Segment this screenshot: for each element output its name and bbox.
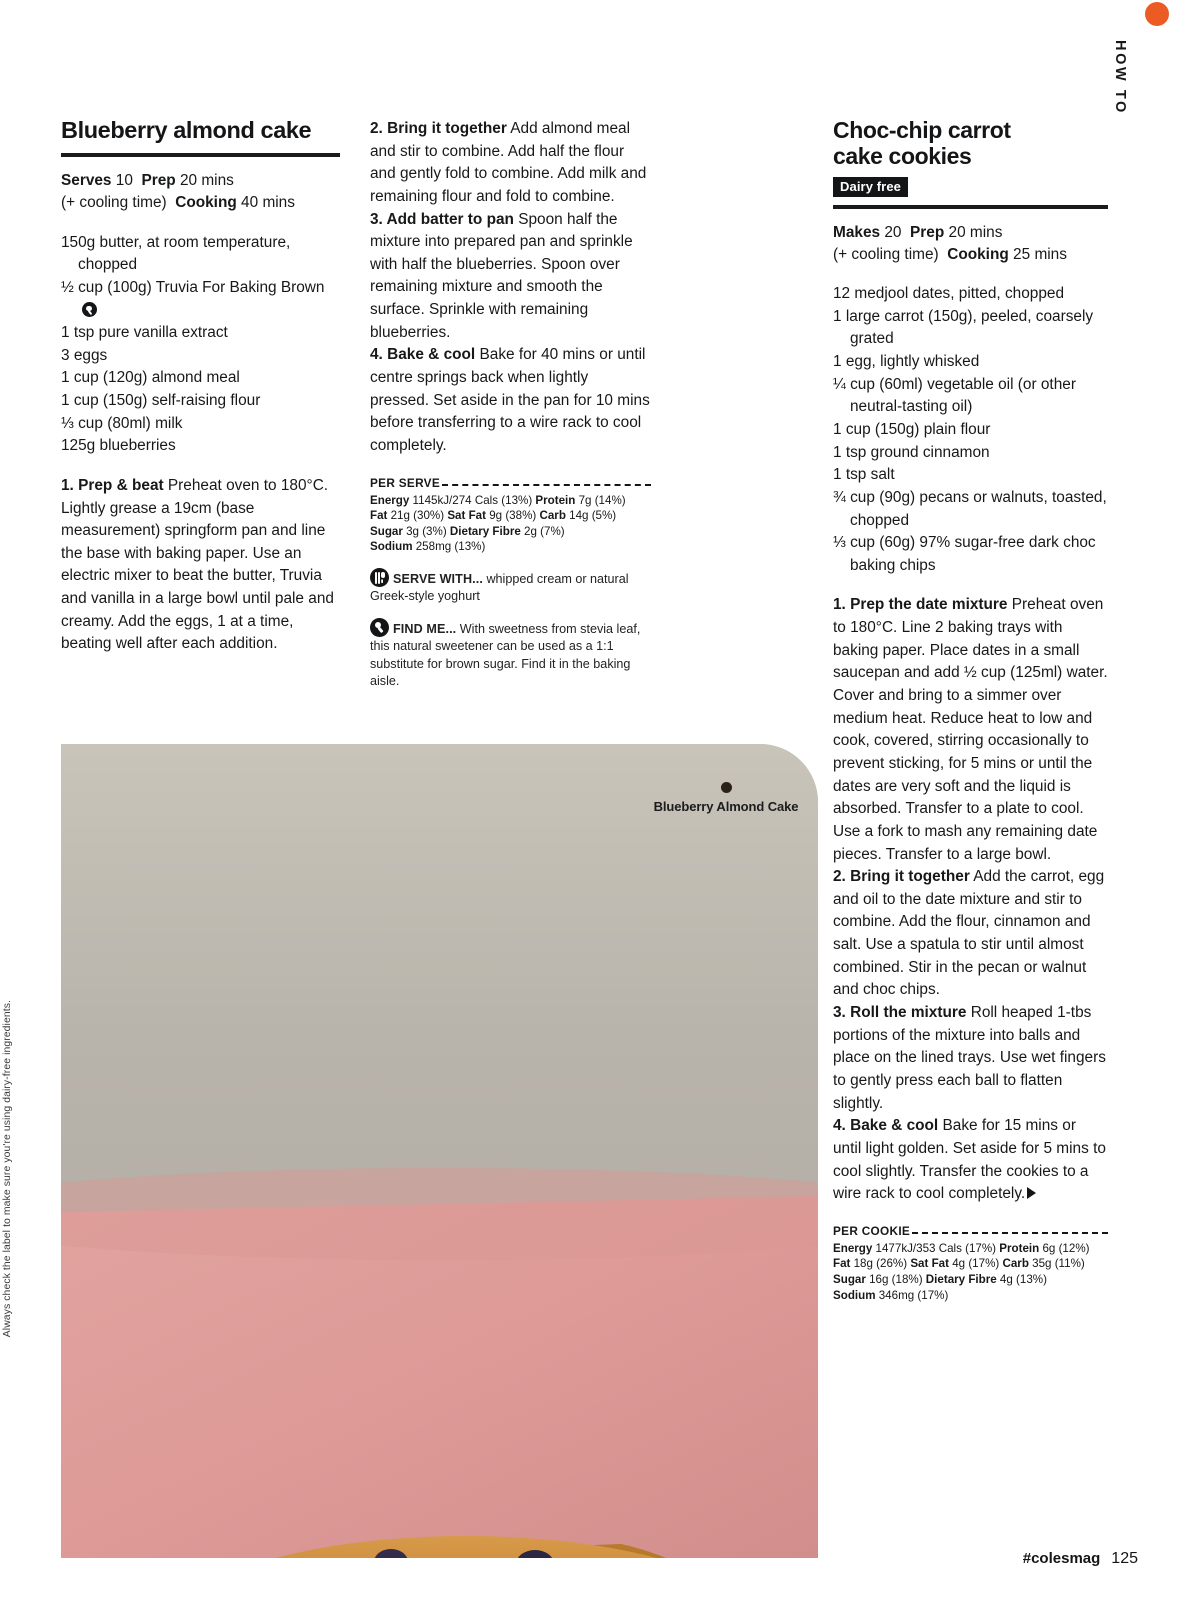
cooling-note: (+ cooling time) [833, 245, 939, 263]
nutrient-value: 16g (18%) [865, 1272, 926, 1286]
find-me-label: FIND ME... [393, 622, 457, 637]
find-me-block [370, 618, 651, 690]
dashed-rule [912, 1232, 1108, 1234]
nutrient-value: 7g (14%) [575, 493, 626, 507]
ingredient-item: ¼ cup (60ml) vegetable oil (or other neutral-tasting oil) [833, 375, 1076, 416]
continue-arrow-icon [1027, 1187, 1036, 1199]
nutrition-heading-row [833, 1224, 1108, 1240]
serves-label: Serves [61, 171, 112, 189]
nutrient-value: 1145kJ/274 Cals (13%) [409, 493, 536, 507]
caption-dot-icon [721, 782, 732, 793]
cooling-note: (+ cooling time) [61, 194, 167, 212]
serves-value: 10 [115, 171, 133, 189]
ingredient-item: 1 tsp salt [833, 466, 895, 484]
nutrient-label: Dietary Fibre [449, 524, 521, 538]
dashed-rule [442, 484, 651, 486]
recipe-2-title [833, 118, 1108, 170]
serve-with-text: whipped cream or natural Greek-style yoghurt [370, 572, 629, 604]
nutrient-label: Energy [833, 1241, 873, 1255]
step-body: Bake for 15 mins or until light golden. Set aside for 5 mins to cool slightly. Transfer the cookies to a wire rack to cool completely. [833, 1117, 1106, 1203]
cooking-value: 25 mins [1013, 245, 1067, 263]
title-rule [61, 153, 340, 157]
serve-with-block [370, 568, 651, 605]
nutrient-value: 258mg (13%) [412, 540, 486, 554]
nutrition-line [370, 493, 651, 509]
page-footer [1023, 1550, 1138, 1568]
ingredient-item: 1 large carrot (150g), peeled, coarsely grated [833, 307, 1094, 348]
nutrient-label: Carb [539, 509, 566, 523]
recipe-1-steps-part-b [370, 118, 651, 458]
step-heading: 3. Roll the mixture [833, 1004, 967, 1022]
recipe-2-title-line2: cake cookies [833, 142, 972, 169]
recipe-step [833, 1115, 1108, 1206]
step-body: Add almond meal and stir to combine. Add half the flour and gently fold to combine. Add milk and remaining flour and fold to combine. [370, 120, 647, 205]
recipe-1-nutrition-panel [370, 476, 651, 555]
nutrient-label: Sodium [833, 1288, 876, 1302]
photo-caption-text: Blueberry Almond Cake [653, 799, 799, 814]
section-tab-how-to: HOW TO [1112, 40, 1128, 115]
nutrient-label: Protein [535, 493, 576, 507]
nutrient-value: 3g (3%) [402, 524, 450, 538]
step-heading: 4. Bake & cool [370, 346, 476, 364]
nutrient-label: Fat [370, 509, 388, 523]
prep-label: Prep [141, 171, 176, 189]
ingredient-item: 1 tsp ground cinnamon [833, 443, 990, 461]
makes-value: 20 [884, 223, 902, 241]
nutrient-value: 4g (17%) [948, 1257, 1003, 1271]
step-heading: 2. Bring it together [833, 868, 970, 886]
nutrient-value: 346mg (17%) [875, 1288, 949, 1302]
prep-value: 20 mins [179, 171, 234, 189]
nutrient-label: Fat [833, 1257, 851, 1271]
nutrition-line [833, 1288, 1108, 1304]
ingredient-item: 1 tsp pure vanilla extract [61, 324, 228, 342]
nutrient-value: 35g (11%) [1028, 1257, 1085, 1271]
ingredient-item: 1 cup (150g) plain flour [833, 421, 991, 438]
nutrient-value: 2g (7%) [520, 524, 565, 538]
ingredient-item: ½ cup (100g) Truvia For Baking Brown [61, 277, 340, 322]
step-heading: 1. Prep & beat [61, 476, 164, 494]
step-heading: 3. Add batter to pan [370, 210, 514, 228]
recipe-step [833, 866, 1108, 1002]
recipe-2-meta [833, 222, 1108, 267]
nutrition-values [833, 1241, 1108, 1304]
ingredient-item: 150g butter, at room temperature, chopped [61, 233, 291, 274]
step-body: Preheat oven to 180°C. Line 2 baking trays with baking paper. Place dates in a small saucepan and add ½ cup (125ml) water. Cover and bring to a simmer over medium heat. Reduce heat to low and cook, covered, stirring occasionally to prevent sticking, for 5 mins or until the dates are very soft and the liquid is absorbed. Transfer to a plate to cool. Use a fork to mash any remaining date pieces. Transfer to a large bowl. [833, 596, 1108, 863]
nutrition-values [370, 493, 651, 556]
recipe-2-ingredients [833, 283, 1108, 577]
nutrient-label: Dietary Fibre [925, 1272, 997, 1286]
step-heading: 2. Bring it together [370, 120, 507, 137]
ingredient-item: ⅓ cup (80ml) milk [61, 414, 183, 432]
recipe-2-nutrition-panel [833, 1224, 1108, 1303]
nutrient-value: 4g (13%) [996, 1272, 1047, 1286]
nutrient-value: 9g (38%) [485, 509, 540, 523]
nutrition-heading: PER SERVE [370, 475, 441, 490]
recipe-photo [61, 744, 818, 1558]
nutrient-value: 18g (26%) [850, 1257, 911, 1271]
find-me-marker-icon [82, 302, 97, 317]
ingredient-item: ¾ cup (90g) pecans or walnuts, toasted, chopped [833, 488, 1107, 529]
nutrient-value: 1477kJ/353 Cals (17%) [872, 1241, 1000, 1255]
ingredient-item: 12 medjool dates, pitted, chopped [833, 285, 1065, 303]
cutlery-icon [370, 568, 389, 587]
ingredient-item: 125g blueberries [61, 437, 176, 455]
prep-label: Prep [910, 223, 945, 241]
nutrition-heading-row [370, 476, 651, 492]
nutrition-line [833, 1241, 1108, 1257]
recipe-step [833, 594, 1108, 866]
side-note: Always check the label to make sure you're using dairy-free ingredients. [2, 1000, 13, 1338]
recipe-step [370, 209, 651, 345]
column-one [61, 118, 340, 656]
nutrient-label: Sugar [370, 524, 403, 538]
nutrient-label: Sugar [833, 1272, 866, 1286]
recipe-2-steps [833, 594, 1108, 1205]
nutrient-label: Carb [1002, 1257, 1029, 1271]
ingredient-item: ⅓ cup (60g) 97% sugar-free dark choc baking chips [833, 534, 1096, 574]
serve-with-label: SERVE WITH... [393, 572, 483, 587]
ingredient-item: 1 cup (150g) self-raising flour [61, 391, 261, 409]
nutrition-line [833, 1256, 1108, 1272]
recipe-step [61, 475, 340, 656]
page-number: 125 [1111, 1550, 1138, 1567]
accent-dot-icon [1145, 2, 1169, 26]
cooking-value: 40 mins [241, 194, 295, 212]
recipe-step [370, 344, 651, 457]
recipe-1-title: Blueberry almond cake [61, 117, 312, 143]
recipe-2-title-line1: Choc-chip carrot [833, 117, 1011, 143]
step-body: Add the carrot, egg and oil to the date mixture and stir to combine. Add the flour, cinnamon and salt. Use a spatula to stir until almost combined. Stir in the pecan or walnut and choc chips. [833, 868, 1105, 999]
step-body: Roll heaped 1-tbs portions of the mixture into balls and place on the lined trays. Use wet fingers to gently press each ball to flatten slightly. [833, 1004, 1106, 1112]
step-body: Spoon half the mixture into prepared pan and sprinkle with half the blueberries. Spoon over remaining mixture and smooth the surface. Sprinkle with remaining blueberries. [370, 210, 633, 341]
nutrient-label: Sodium [370, 540, 413, 554]
dietary-badge: Dairy free [833, 177, 908, 197]
nutrition-line [370, 539, 651, 555]
photo-caption [646, 782, 806, 816]
step-body: Preheat oven to 180°C. Lightly grease a 19cm (base measurement) springform pan and line the base with baking paper. Use an electric mixer to beat the butter, Truvia and vanilla in a large bowl until pale and creamy. Add the eggs, 1 at a time, beating well after each addition. [61, 476, 334, 653]
prep-value: 20 mins [948, 223, 1003, 241]
find-me-text: With sweetness from stevia leaf, this natural sweetener can be used as a 1:1 substitute for brown sugar. Find it in the baking aisle. [370, 622, 641, 688]
recipe-step [833, 1002, 1108, 1115]
title-rule [833, 205, 1108, 209]
recipe-step [370, 118, 651, 209]
ingredient-item: 1 cup (120g) almond meal [61, 369, 240, 387]
nutrition-heading: PER COOKIE [833, 1223, 911, 1238]
recipe-1-meta [61, 170, 340, 215]
hashtag: #colesmag [1022, 1550, 1101, 1567]
step-heading: 1. Prep the date mixture [833, 596, 1008, 614]
nutrient-label: Sat Fat [447, 509, 486, 523]
cooking-label: Cooking [947, 245, 1009, 263]
nutrition-line [370, 524, 651, 540]
nutrient-value: 14g (5%) [565, 509, 617, 523]
makes-label: Makes [833, 223, 881, 241]
column-two [370, 118, 651, 690]
nutrient-label: Energy [370, 493, 410, 507]
cooking-label: Cooking [175, 194, 237, 212]
nutrition-line [370, 508, 651, 524]
ingredient-item: 3 eggs [61, 346, 108, 364]
recipe-1-steps-part-a [61, 475, 340, 656]
nutrient-value: 6g (12%) [1039, 1241, 1090, 1255]
nutrient-value: 21g (30%) [387, 509, 448, 523]
step-heading: 4. Bake & cool [833, 1117, 939, 1135]
column-three [833, 118, 1108, 1303]
step-body: Bake for 40 mins or until centre springs back when lightly pressed. Set aside in the pan for 10 mins before transferring to a wire rack to cool completely. [370, 346, 650, 454]
nutrient-label: Protein [999, 1241, 1040, 1255]
magnifier-icon [370, 618, 389, 637]
ingredient-item: 1 egg, lightly whisked [833, 353, 980, 371]
nutrition-line [833, 1272, 1108, 1288]
nutrient-label: Sat Fat [910, 1257, 949, 1271]
recipe-1-ingredients [61, 232, 340, 458]
